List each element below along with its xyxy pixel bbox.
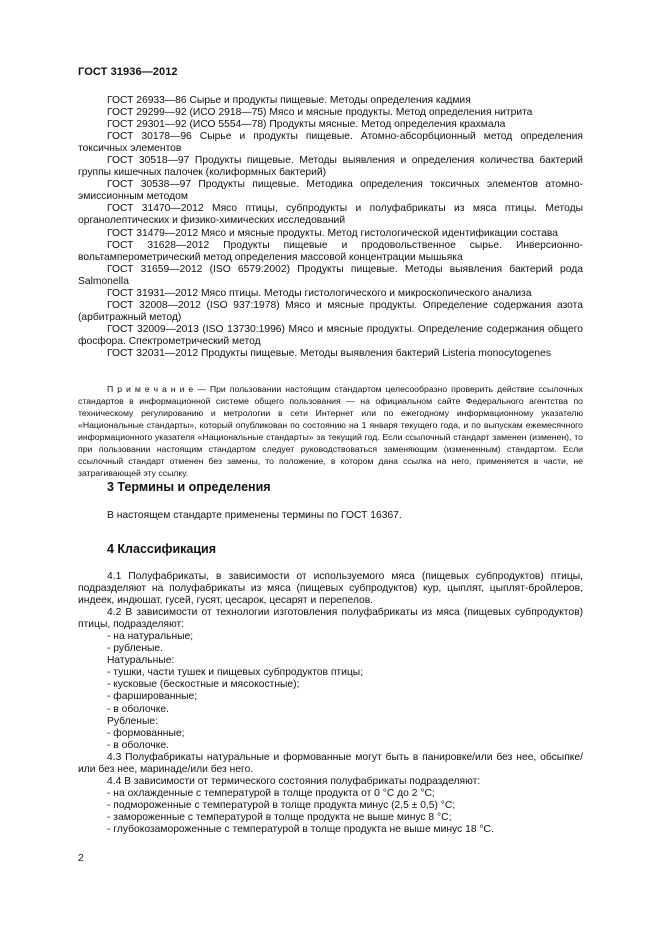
reference-item: ГОСТ 31931—2012 Мясо птицы. Методы гистологического и микроскопического анализа	[107, 287, 532, 299]
section-3-text: В настоящем стандарте применены термины по ГОСТ 16367.	[107, 510, 402, 521]
section-3-heading: 3 Термины и определения	[107, 480, 271, 494]
reference-item: ГОСТ 31479—2012 Мясо и мясные продукты. Метод гистологической идентификации состава	[107, 227, 558, 239]
reference-item: ГОСТ 32031—2012 Продукты пищевые. Методы выявления бактерий Listeria monocytogenes	[107, 347, 551, 359]
reference-item: ГОСТ 32009—2013 (ISO 13730:1996) Мясо и мясные продукты. Определение содержания общего фосфора. Спектрометрический метод	[78, 323, 583, 347]
reference-item: ГОСТ 32008—2012 (ISO 937:1978) Мясо и мясные продукты. Определение содержания азота (арбитражный метод)	[78, 299, 583, 323]
list-item: - на натуральные;	[107, 631, 194, 643]
section-4-heading: 4 Классификация	[107, 542, 217, 556]
clause-4-3: 4.3 Полуфабрикаты натуральные и формованные могут быть в панировке/или без нее, обсыпке/или без нее, маринаде/или без него.	[78, 751, 583, 775]
list-item: - замороженные с температурой в толще продукта не выше минус 8 °С;	[107, 811, 452, 823]
classification-body	[78, 571, 583, 836]
list-item: - формованные;	[107, 727, 185, 739]
clause-4-2: 4.2 В зависимости от технологии изготовления полуфабрикаты из мяса (пищевых субпродуктов) птицы, подразделяют:	[78, 607, 583, 631]
document-header: ГОСТ 31936—2012	[78, 66, 178, 78]
reference-item: ГОСТ 29301—92 (ИСО 5554—78) Продукты мясные. Метод определения крахмала	[107, 119, 506, 131]
list-item: - тушки, части тушек и пищевых субпродуктов птицы;	[107, 667, 364, 679]
reference-item: ГОСТ 30538—97 Продукты пищевые. Методика определения токсичных элементов атомно-эмиссионным методом	[78, 179, 583, 203]
reference-item: ГОСТ 30518—97 Продукты пищевые. Методы выявления и определения количества бактерий группы кишечных палочек (колиформных бактерий)	[78, 155, 583, 179]
list-item: - кусковые (бескостные и мясокостные);	[107, 679, 300, 691]
chopped-label: Рубленые:	[107, 715, 158, 727]
reference-item: ГОСТ 29299—92 (ИСО 2918—75) Мясо и мясные продукты. Метод определения нитрита	[107, 107, 533, 119]
reference-item: ГОСТ 31659—2012 (ISO 6579:2002) Продукты пищевые. Методы выявления бактерий рода Salmonella	[78, 263, 583, 287]
list-item: - на охлажденные с температурой в толще продукта от 0 °С до 2 °С;	[107, 787, 435, 799]
reference-item: ГОСТ 31470—2012 Мясо птицы, субпродукты и полуфабрикаты из мяса птицы. Методы органолептических и физико-химических исследований	[78, 203, 583, 227]
natural-label: Натуральные:	[107, 655, 175, 667]
reference-item: ГОСТ 26933—86 Сырье и продукты пищевые. Методы определения кадмия	[107, 95, 471, 106]
clause-4-1: 4.1 Полуфабрикаты, в зависимости от используемого мяса (пищевых субпродуктов) птицы, подразделяют на полуфабрикаты из мяса (пищевых субпродуктов) кур, цыплят, цыплят-бройлеров, индеек, индюшат, гусей, гусят, цесарок, цесарят и перепелов.	[78, 571, 583, 607]
list-item: - в оболочке.	[107, 739, 169, 751]
note-text: П р и м е ч а н и е — При пользовании настоящим стандартом целесообразно проверить действие ссылочных стандартов в информационной системе общего пользования — на официальном сайте Федерального агентства по техническому регулированию и метрологии в сети Интернет или по ежегодному информационному указателю «Национальные стандарты», который опубликован по состоянию на 1 января текущего года, и по выпускам ежемесячного информационного указателя «Национальные стандарты» за текущий год. Если ссылочный стандарт заменен (изменен), то при пользовании настоящим стандартом следует руководствоваться заменяющим (измененным) стандартом. Если ссылочный стандарт отменен без замены, то положение, в котором дана ссылка на него, применяется в части, не затрагивающей эту ссылку.	[78, 384, 583, 478]
list-item: - подмороженные с температурой в толще продукта минус (2,5 ± 0,5) °С;	[107, 799, 456, 811]
clause-4-4: 4.4 В зависимости от термического состояния полуфабрикаты подразделяют:	[107, 775, 481, 787]
reference-note	[78, 383, 583, 479]
list-item: - глубокозамороженные с температурой в толще продукта не выше минус 18 °С.	[107, 823, 494, 835]
page-number: 2	[78, 852, 84, 864]
reference-item: ГОСТ 30178—96 Сырье и продукты пищевые. Атомно-абсорбционный метод определения токсичных элементов	[78, 131, 583, 155]
reference-item: ГОСТ 31628—2012 Продукты пищевые и продовольственное сырье. Инверсионно-вольтамперометрический метод определения массовой концентрации мышьяка	[78, 239, 583, 263]
list-item: - в оболочке.	[107, 703, 169, 715]
list-item: - рубленые.	[107, 643, 164, 655]
list-item: - фаршированные;	[107, 691, 198, 703]
normative-references-list	[78, 95, 583, 360]
